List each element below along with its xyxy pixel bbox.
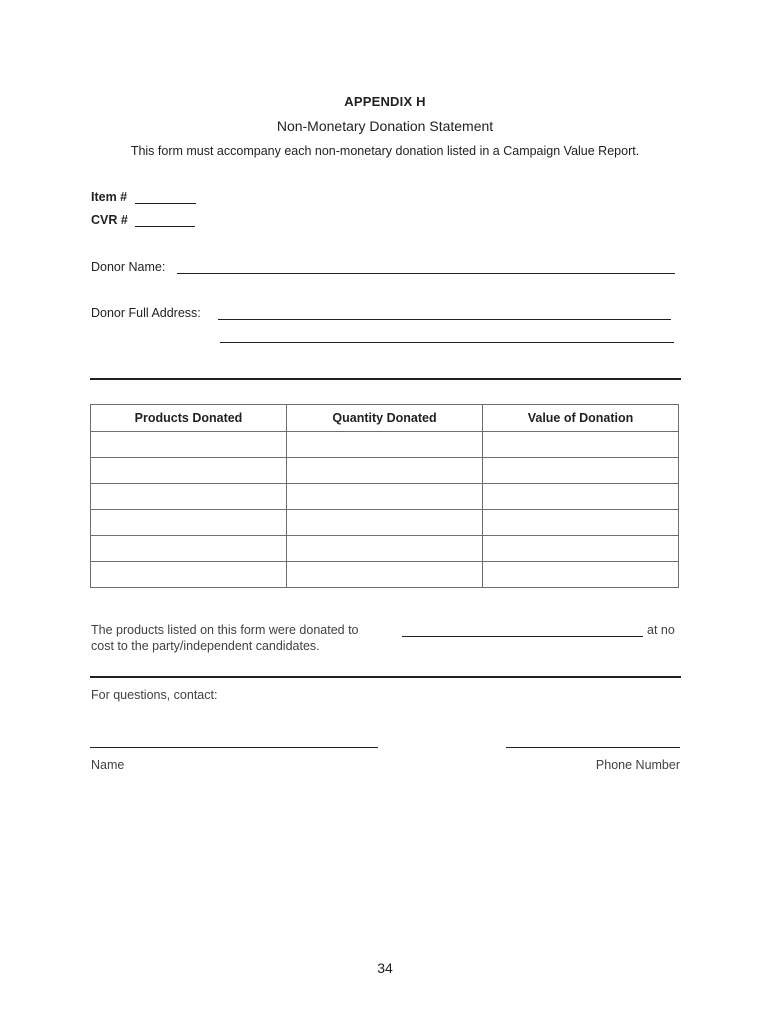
form-instruction-note: This form must accompany each non-monetary donation listed in a Campaign Value Report.: [130, 144, 640, 158]
column-header-products: Products Donated: [91, 405, 287, 432]
quantity-cell[interactable]: [287, 536, 483, 562]
products-cell[interactable]: [91, 432, 287, 458]
donor-address-field-line2[interactable]: [220, 342, 674, 343]
contact-phone-label: Phone Number: [595, 758, 680, 772]
donor-name-label: Donor Name:: [91, 260, 166, 274]
products-cell[interactable]: [91, 510, 287, 536]
value-cell[interactable]: [483, 458, 679, 484]
table-row: [91, 484, 679, 510]
value-cell[interactable]: [483, 562, 679, 588]
table-row: [91, 562, 679, 588]
cvr-number-label: CVR #: [91, 213, 128, 227]
contact-phone-field[interactable]: [506, 747, 680, 748]
page-number: 34: [377, 960, 393, 976]
donor-address-label: Donor Full Address:: [91, 306, 201, 320]
quantity-cell[interactable]: [287, 562, 483, 588]
table-row: [91, 458, 679, 484]
section-divider: [90, 676, 681, 678]
value-cell[interactable]: [483, 536, 679, 562]
products-cell[interactable]: [91, 562, 287, 588]
contact-name-field[interactable]: [90, 747, 378, 748]
table-header-row: [91, 405, 679, 432]
contact-heading: For questions, contact:: [91, 688, 218, 702]
quantity-cell[interactable]: [287, 510, 483, 536]
section-divider: [90, 378, 681, 380]
column-header-value: Value of Donation: [483, 405, 679, 432]
products-cell[interactable]: [91, 458, 287, 484]
contact-name-label: Name: [91, 758, 125, 772]
value-cell[interactable]: [483, 432, 679, 458]
appendix-title: APPENDIX H: [344, 94, 426, 109]
value-cell[interactable]: [483, 510, 679, 536]
form-subtitle: Non-Monetary Donation Statement: [276, 118, 494, 134]
donations-table: [90, 404, 679, 588]
quantity-cell[interactable]: [287, 458, 483, 484]
statement-text-start: The products listed on this form were donated to: [91, 623, 359, 637]
column-header-quantity: Quantity Donated: [287, 405, 483, 432]
quantity-cell[interactable]: [287, 432, 483, 458]
item-number-label: Item #: [91, 190, 128, 204]
statement-text-end: at no: [647, 623, 675, 637]
recipient-field[interactable]: [402, 636, 643, 637]
cvr-number-field[interactable]: [135, 226, 195, 227]
products-cell[interactable]: [91, 484, 287, 510]
quantity-cell[interactable]: [287, 484, 483, 510]
value-cell[interactable]: [483, 484, 679, 510]
statement-text-continued: cost to the party/independent candidates.: [91, 639, 320, 653]
donor-address-field-line1[interactable]: [218, 319, 671, 320]
table-row: [91, 510, 679, 536]
table-row: [91, 536, 679, 562]
item-number-field[interactable]: [135, 203, 196, 204]
donor-name-field[interactable]: [177, 273, 675, 274]
table-row: [91, 432, 679, 458]
products-cell[interactable]: [91, 536, 287, 562]
